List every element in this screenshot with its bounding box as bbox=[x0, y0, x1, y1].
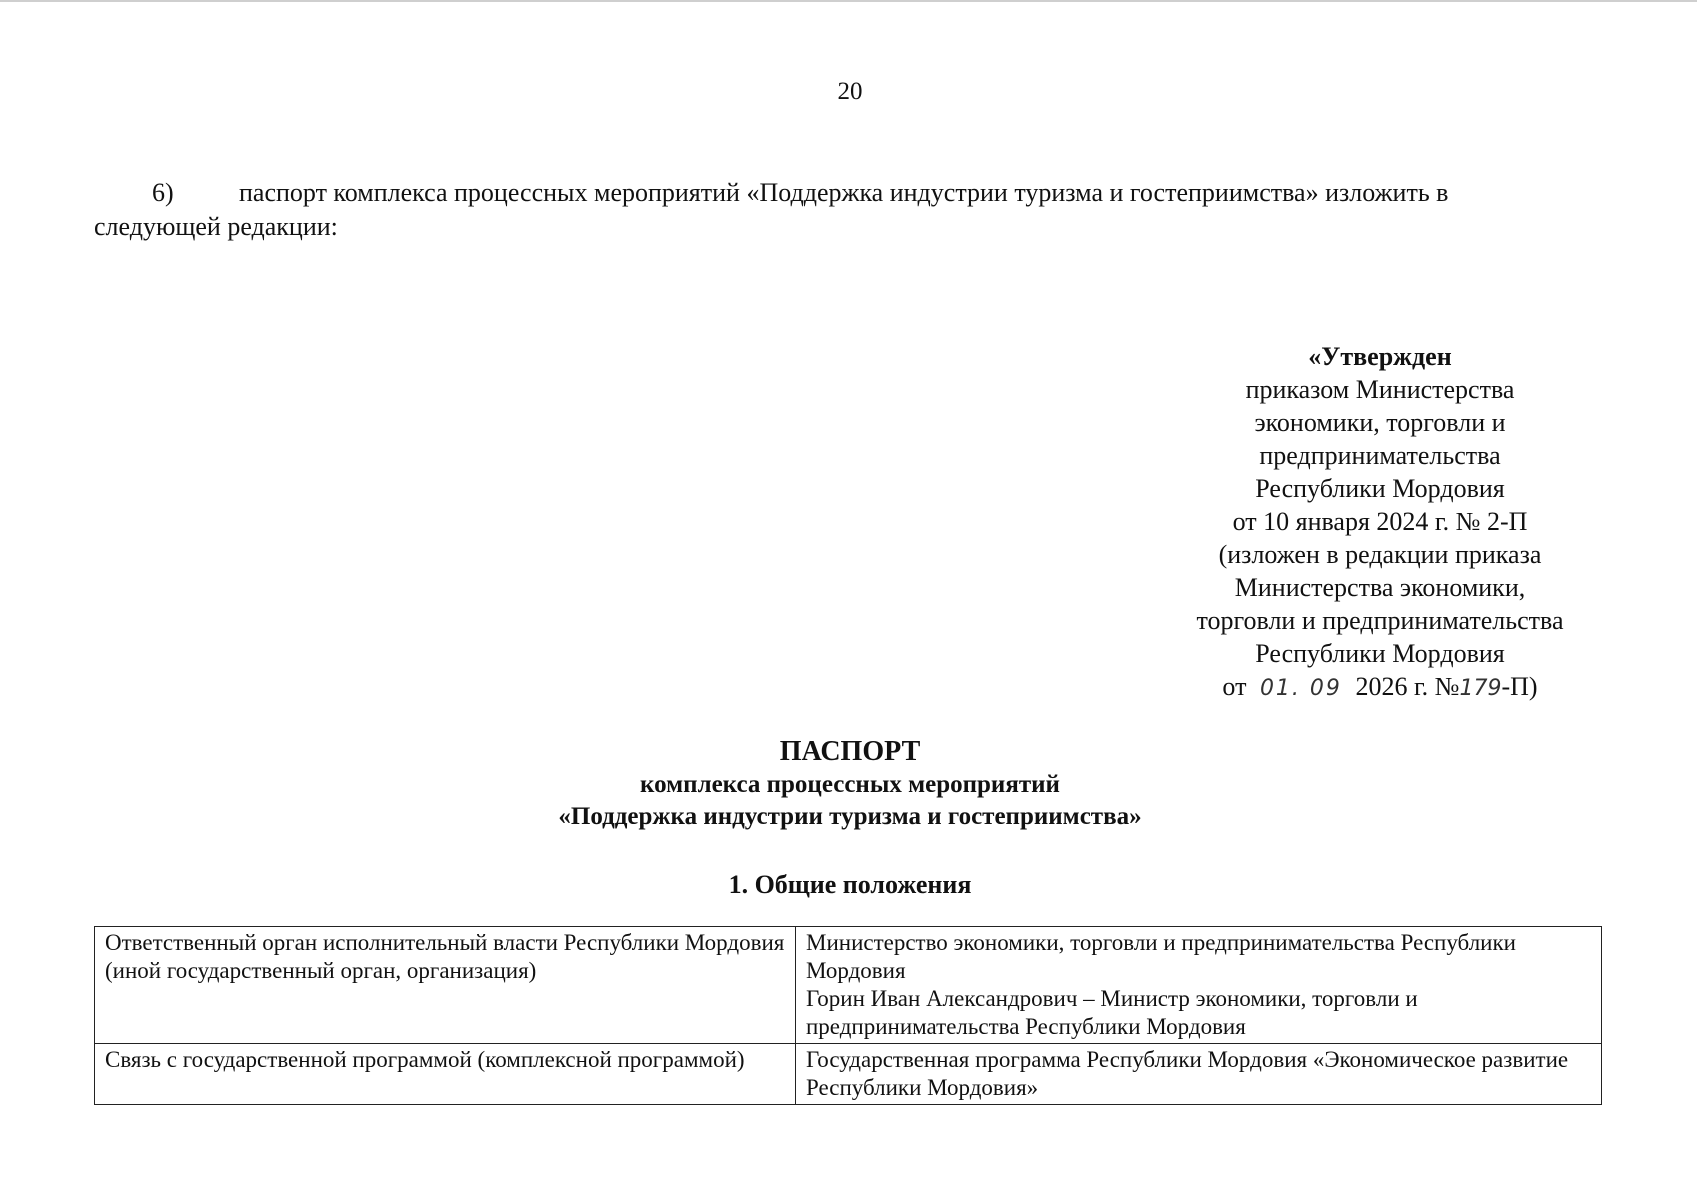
table-cell-value bbox=[796, 927, 1602, 1044]
approval-stamp-block bbox=[1170, 340, 1590, 705]
intro-paragraph bbox=[94, 176, 1600, 244]
approval-line: Республики Мордовия bbox=[1255, 639, 1505, 668]
section-heading: 1. Общие положения bbox=[728, 870, 972, 899]
intro-second-line: следующей редакции: bbox=[94, 212, 338, 241]
approval-heading: «Утвержден bbox=[1308, 342, 1452, 371]
item-number: 6) bbox=[152, 178, 174, 207]
approval-line: Республики Мордовия bbox=[1255, 474, 1505, 503]
approval-suffix: -П) bbox=[1501, 672, 1538, 701]
approval-line: от 10 января 2024 г. № 2-П bbox=[1232, 507, 1528, 536]
table-row bbox=[95, 1044, 1602, 1105]
approval-line: предпринимательства bbox=[1259, 441, 1501, 470]
title-program-name: «Поддержка индустрии туризма и гостеприимства» bbox=[558, 803, 1142, 830]
general-provisions-table bbox=[94, 926, 1602, 1105]
passport-title bbox=[300, 735, 1400, 833]
handwritten-date: 01. 09 bbox=[1259, 676, 1342, 701]
cell-line: Государственная программа Республики Мордовия «Экономическое развитие Республики Мордовия» bbox=[806, 1047, 1569, 1100]
approval-date-prefix: от bbox=[1222, 672, 1247, 701]
table-cell-value bbox=[796, 1044, 1602, 1105]
approval-year: 2026 г. № bbox=[1355, 672, 1460, 701]
handwritten-number: 179 bbox=[1459, 676, 1502, 701]
approval-line: экономики, торговли и bbox=[1254, 408, 1506, 437]
cell-line: Министерство экономики, торговли и предпринимательства Республики Мордовия bbox=[806, 930, 1516, 983]
page-number: 20 bbox=[837, 78, 863, 105]
approval-last-line bbox=[1170, 670, 1590, 705]
table-cell-label: Ответственный орган исполнительный власти Республики Мордовия (иной государственный орган, организация) bbox=[95, 927, 796, 1044]
approval-line: приказом Министерства bbox=[1245, 375, 1515, 404]
approval-line: (изложен в редакции приказа bbox=[1218, 540, 1542, 569]
approval-line: Министерства экономики, bbox=[1234, 573, 1526, 602]
title-subtitle: комплекса процессных мероприятий bbox=[640, 771, 1060, 798]
title-main: ПАСПОРТ bbox=[779, 736, 921, 767]
intro-text: паспорт комплекса процессных мероприятий «Поддержка индустрии туризма и гостеприимства» изложить в bbox=[239, 178, 1449, 207]
intro-first-line bbox=[94, 178, 1448, 207]
approval-line: торговли и предпринимательства bbox=[1196, 606, 1564, 635]
table-row bbox=[95, 927, 1602, 1044]
table-cell-label: Связь с государственной программой (комплексной программой) bbox=[95, 1044, 796, 1105]
cell-line: Горин Иван Александрович – Министр экономики, торговли и предпринимательства Республики Мордовия bbox=[806, 986, 1418, 1039]
scan-top-edge bbox=[0, 0, 1697, 2]
